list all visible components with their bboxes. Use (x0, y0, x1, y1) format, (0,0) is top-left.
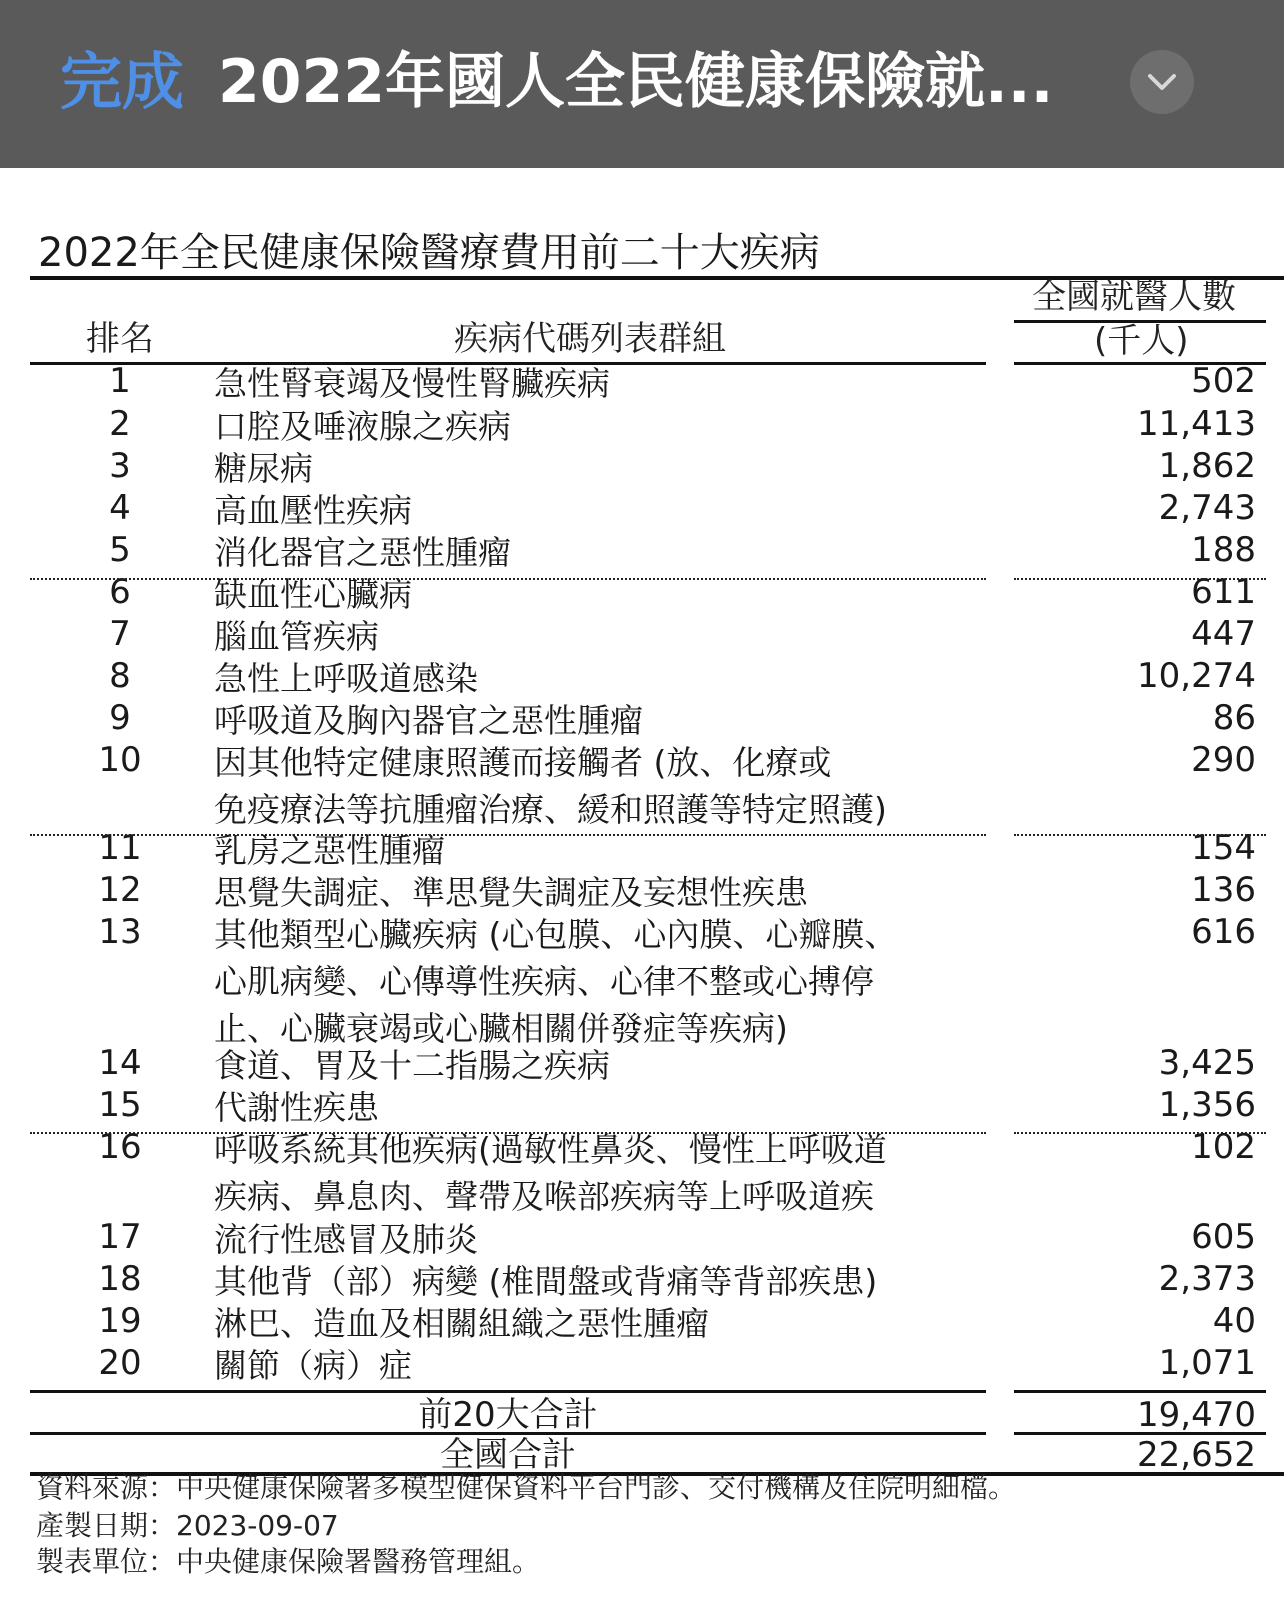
disease-cell: 呼吸系統其他疾病(過敏性鼻炎、慢性上呼吸道 疾病、鼻息肉、聲帶及喉部疾病等上呼吸道疾 (214, 1130, 887, 1216)
disease-cell: 食道、胃及十二指腸之疾病 (214, 1046, 610, 1085)
group-divider-2 (30, 834, 986, 836)
patients-cell: 616 (1191, 912, 1256, 952)
disease-cell: 急性腎衰竭及慢性腎臟疾病 (214, 364, 610, 403)
patients-cell: 605 (1191, 1217, 1256, 1257)
rank-cell: 10 (98, 740, 142, 780)
source-note: 資料來源：中央健康保險署多模型健保資料平台門診、交付機構及住院明細檔。 (36, 1471, 1017, 1504)
rank-cell: 2 (109, 404, 131, 444)
disease-cell: 其他背（部）病變 (椎間盤或背痛等背部疾患) (214, 1262, 878, 1301)
column-header-rank: 排名 (86, 319, 154, 359)
rank-cell: 3 (109, 446, 131, 486)
rank-cell: 19 (98, 1301, 142, 1341)
rank-cell: 11 (98, 828, 142, 868)
rank-cell: 20 (98, 1343, 142, 1383)
disease-cell: 其他類型心臟疾病 (心包膜、心內膜、心瓣膜、 心肌病變、心傳導性疾病、心律不整或心搏停 止、心臟衰竭或心臟相關併發症等疾病) (214, 915, 898, 1048)
rank-cell: 8 (109, 656, 131, 696)
rank-cell: 9 (109, 698, 131, 738)
rank-cell: 1 (109, 361, 131, 401)
table-title: 2022年全民健康保險醫療費用前二十大疾病 (38, 230, 820, 276)
rank-cell: 15 (98, 1085, 142, 1125)
disease-cell: 消化器官之惡性腫瘤 (214, 533, 511, 572)
disease-cell: 關節（病）症 (214, 1346, 412, 1385)
patients-cell: 2,743 (1158, 488, 1256, 528)
patients-cell: 1,862 (1158, 446, 1256, 486)
top20-total-value: 19,470 (1137, 1395, 1256, 1435)
done-button[interactable]: 完成 (60, 45, 185, 118)
disease-cell: 高血壓性疾病 (214, 491, 412, 530)
group-divider-3 (30, 1132, 986, 1134)
patients-cell: 188 (1191, 530, 1256, 570)
patients-cell: 502 (1191, 361, 1256, 401)
patients-cell: 10,274 (1137, 656, 1256, 696)
column-header-disease: 疾病代碼列表群組 (454, 319, 726, 359)
column-header-value: 全國就醫人數 (1032, 277, 1236, 317)
patients-cell: 1,071 (1158, 1343, 1256, 1383)
disease-cell: 代謝性疾患 (214, 1088, 379, 1127)
rank-cell: 5 (109, 530, 131, 570)
date-note: 產製日期：2023-09-07 (36, 1509, 339, 1542)
national-total-value: 22,652 (1137, 1435, 1256, 1475)
national-total-label: 全國合計 (440, 1435, 576, 1475)
top-bar (0, 0, 1284, 168)
top20-total-label: 前20大合計 (418, 1395, 598, 1435)
patients-cell: 102 (1191, 1127, 1256, 1167)
patients-cell: 154 (1191, 828, 1256, 868)
rank-cell: 17 (98, 1217, 142, 1257)
disease-cell: 腦血管疾病 (214, 617, 379, 656)
patients-cell: 290 (1191, 740, 1256, 780)
rank-cell: 12 (98, 870, 142, 910)
unit-note: 製表單位：中央健康保險署醫務管理組。 (36, 1545, 541, 1578)
patients-cell: 3,425 (1158, 1043, 1256, 1083)
rank-cell: 4 (109, 488, 131, 528)
column-header-unit: (千人) (1094, 321, 1189, 361)
rank-cell: 13 (98, 912, 142, 952)
group-divider-1 (30, 578, 986, 580)
patients-cell: 40 (1212, 1301, 1256, 1341)
group-divider-3r (1014, 1132, 1266, 1134)
rows-end-divider (30, 1390, 986, 1393)
group-divider-2r (1014, 834, 1266, 836)
rank-cell: 7 (109, 614, 131, 654)
patients-cell: 136 (1191, 870, 1256, 910)
disease-cell: 淋巴、造血及相關組織之惡性腫瘤 (214, 1304, 709, 1343)
disease-cell: 乳房之惡性腫瘤 (214, 831, 445, 870)
chevron-down-icon (1146, 68, 1178, 96)
rank-cell: 18 (98, 1259, 142, 1299)
patients-cell: 2,373 (1158, 1259, 1256, 1299)
patients-cell: 447 (1191, 614, 1256, 654)
document-page[interactable] (0, 168, 1284, 1609)
document-title: 2022年國人全民健康保險就... (218, 47, 1054, 117)
disease-cell: 急性上呼吸道感染 (214, 659, 478, 698)
patients-cell: 86 (1212, 698, 1256, 738)
patients-cell: 11,413 (1137, 404, 1256, 444)
rank-cell: 6 (109, 572, 131, 612)
rank-cell: 16 (98, 1127, 142, 1167)
disease-cell: 流行性感冒及肺炎 (214, 1220, 478, 1259)
disease-cell: 呼吸道及胸內器官之惡性腫瘤 (214, 701, 643, 740)
rank-cell: 14 (98, 1043, 142, 1083)
patients-cell: 611 (1191, 572, 1256, 612)
more-options-button[interactable] (1130, 50, 1194, 114)
disease-cell: 因其他特定健康照護而接觸者 (放、化療或 免疫療法等抗腫瘤治療、緩和照護等特定照護) (214, 743, 887, 829)
disease-cell: 思覺失調症、準思覺失調症及妄想性疾患 (214, 873, 808, 912)
group-divider-1r (1014, 578, 1266, 580)
disease-cell: 糖尿病 (214, 449, 313, 488)
disease-cell: 缺血性心臟病 (214, 575, 412, 614)
patients-cell: 1,356 (1158, 1085, 1256, 1125)
disease-cell: 口腔及唾液腺之疾病 (214, 407, 511, 446)
rows-end-divider-r (1014, 1390, 1266, 1393)
